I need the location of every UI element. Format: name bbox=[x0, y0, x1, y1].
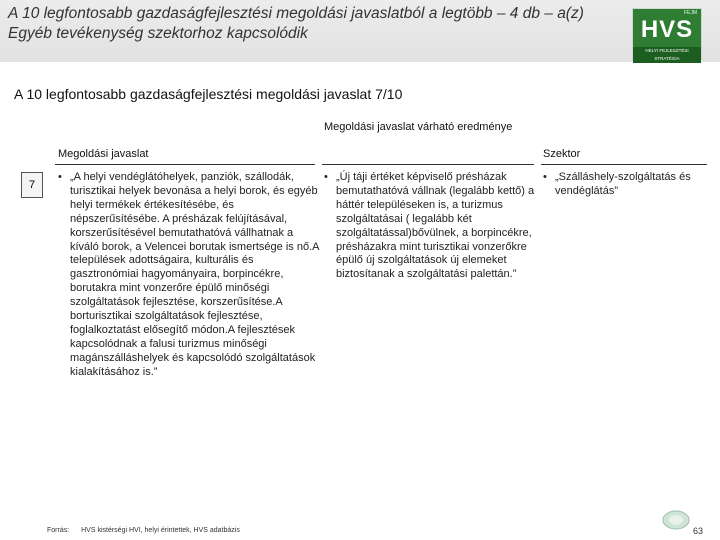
hvs-logo bbox=[632, 8, 702, 60]
column-header-solution: Megoldási javaslat bbox=[58, 148, 149, 160]
column-header-result: Megoldási javaslat várható eredménye bbox=[324, 121, 513, 133]
solution-text: „A helyi vendéglátóhelyek, panziók, szállodák, turisztikai helyek bevonása a helyi borok, és egyéb helyi termékek értékesítésébe, és népszerűsítésébe. A présházak felújításával, korszerűsítésével bemutathatóvá vállhatnak a kíváló borok, a Velencei borutak ismertsége is nő.A települések adottságaira, kulturális és gasztronómiai hagyományaira, borpincékre, borutakra mint vonzerőre épülő minőségi szolgáltatások fejlesztése, korszerűsítése.A borturisztikai szolgáltatások fejlesztése, foglalkoztatást elősegítő módon.A fejlesztések kapcsolódnak a falusi turizmus minőségi magánszálláshelyek és kapcsolódó szolgáltatások kialakításához is.” bbox=[70, 171, 319, 378]
bullet-icon: • bbox=[543, 171, 547, 183]
result-text: „Új táji értéket képviselő présházak bemutathatóvá vállnak (legalább kettő) a háttér településeken is, a turizmus szolgáltatásai ( legalább két szolgáltatással)bővülnek, a borpincékre, présházakra mint turisztikai vonzerőkre épülő új szolgáltatások új elemeket biztosítanak a szolgáltatási palettán.” bbox=[336, 171, 535, 281]
source-label: Forrás: bbox=[47, 527, 70, 534]
sector-cell bbox=[543, 171, 713, 199]
source-note bbox=[47, 527, 240, 534]
header-rule-sector bbox=[541, 164, 707, 165]
logo-main-text: HVS bbox=[640, 16, 694, 43]
bullet-icon: • bbox=[324, 171, 328, 183]
page-number: 63 bbox=[693, 526, 704, 536]
section-title: A 10 legfontosabb gazdaságfejlesztési megoldási javaslat 7/10 bbox=[14, 86, 403, 102]
header-rule-solution bbox=[55, 164, 315, 165]
header-rule-result bbox=[322, 164, 534, 165]
solution-cell bbox=[58, 171, 320, 380]
solution-bullet-item bbox=[58, 171, 320, 380]
result-bullet-item bbox=[324, 171, 539, 282]
sector-bullet-item bbox=[543, 171, 713, 199]
bullet-icon: • bbox=[58, 171, 62, 183]
source-text: HVS kistérségi HVI, helyi érintettek, HVS adatbázis bbox=[81, 527, 240, 534]
sector-text: „Szálláshely-szolgáltatás és vendéglátás” bbox=[555, 171, 691, 197]
slide-header-title: A 10 legfontosabb gazdaságfejlesztési megoldási javaslatból a legtöbb – 4 db – a(z) Egyéb tevékenység szektorhoz kapcsolódik bbox=[8, 5, 584, 42]
row-number-badge: 7 bbox=[21, 172, 43, 198]
result-cell bbox=[324, 171, 539, 282]
footer-logo-icon bbox=[662, 509, 690, 531]
column-header-sector: Szektor bbox=[543, 148, 581, 160]
logo-sub-text: HELYI FEJLESZTÉSI STRATÉGIA bbox=[633, 47, 701, 63]
logo-top-text: FEJM bbox=[683, 10, 697, 16]
